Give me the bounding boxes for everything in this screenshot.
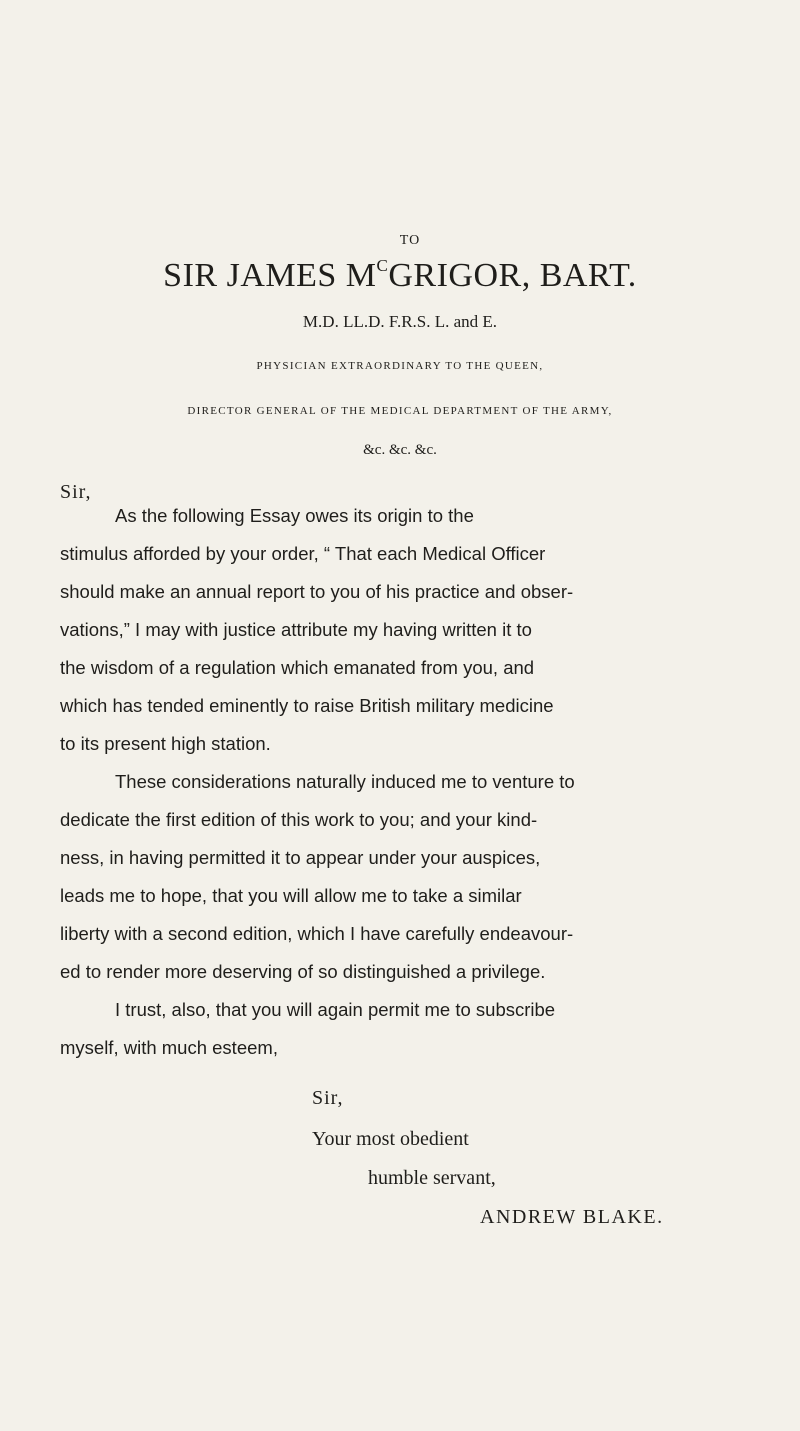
- dedicatee-name: [0, 256, 800, 295]
- etc-line: &c. &c. &c.: [363, 442, 437, 458]
- body-line: leads me to hope, that you will allow me to take a similar: [60, 885, 522, 906]
- closing-line-1: Your most obedient: [312, 1128, 469, 1150]
- body-line: vations,” I may with justice attribute my having written it to: [60, 619, 532, 640]
- body-line: myself, with much esteem,: [60, 1037, 278, 1058]
- name-part-2: GRIGOR, BART.: [388, 257, 637, 294]
- body-line: should make an annual report to you of his practice and obser-: [60, 581, 574, 602]
- signature: ANDREW BLAKE.: [480, 1206, 664, 1228]
- body-line: As the following Essay owes its origin to the: [115, 505, 474, 526]
- body-line: to its present high station.: [60, 733, 271, 754]
- salutation: Sir,: [60, 481, 92, 503]
- body-line: which has tended eminently to raise British military medicine: [60, 695, 554, 716]
- body-line: liberty with a second edition, which I have carefully endeavour-: [60, 923, 574, 944]
- body-line: stimulus afforded by your order, “ That each Medical Officer: [60, 543, 546, 564]
- body-line: I trust, also, that you will again permit me to subscribe: [115, 999, 556, 1020]
- title-line-2: DIRECTOR GENERAL OF THE MEDICAL DEPARTMENT OF THE ARMY,: [187, 405, 613, 417]
- to-text: TO: [399, 233, 421, 248]
- title-line-1: PHYSICIAN EXTRAORDINARY TO THE QUEEN,: [256, 360, 544, 372]
- to-label: [0, 233, 800, 249]
- name-superscript: C: [376, 256, 389, 275]
- closing-sir: Sir,: [312, 1087, 344, 1109]
- name-part-1: SIR JAMES M: [163, 257, 377, 294]
- body-line: These considerations naturally induced me to venture to: [115, 771, 575, 792]
- body-line: dedicate the first edition of this work to you; and your kind-: [60, 809, 538, 830]
- closing-line-2: humble servant,: [368, 1167, 496, 1189]
- body-line: the wisdom of a regulation which emanated from you, and: [60, 657, 535, 678]
- body-line: ness, in having permitted it to appear under your auspices,: [60, 847, 541, 868]
- body-line: ed to render more deserving of so distinguished a privilege.: [60, 961, 546, 982]
- degrees-line: M.D. LL.D. F.R.S. L. and E.: [302, 312, 498, 331]
